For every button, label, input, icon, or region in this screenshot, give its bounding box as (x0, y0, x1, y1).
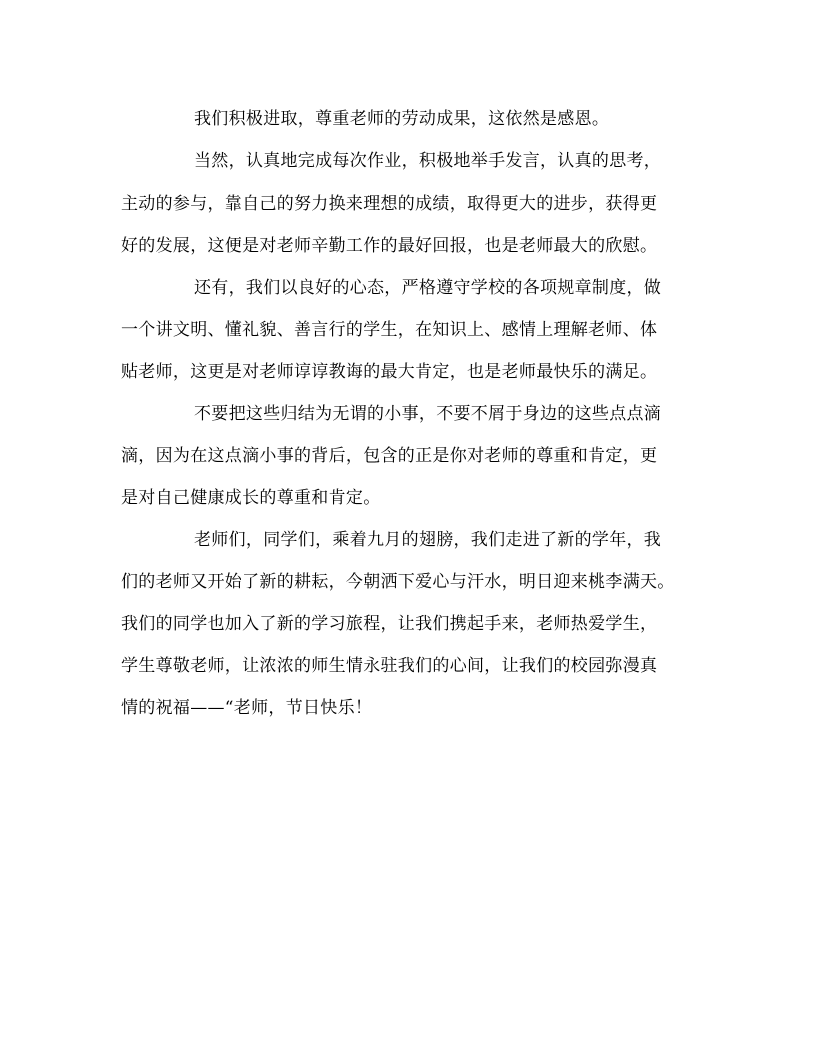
text-line-2: 当然，认真地完成每次作业，积极地举手发言，认真的思考， (194, 151, 662, 171)
text-line-10: 是对自己健康成长的尊重和肯定。 (121, 488, 381, 508)
text-line-1: 我们积极进取，尊重老师的劳动成果，这依然是感恩。 (194, 109, 610, 129)
text-line-9: 滴，因为在这点滴小事的背后，包含的正是你对老师的尊重和肯定，更 (121, 446, 658, 466)
text-line-8: 不要把这些归结为无谓的小事，不要不屑于身边的这些点点滴 (194, 404, 662, 424)
text-line-4: 好的发展，这便是对老师辛勤工作的最好回报，也是老师最大的欣慰。 (121, 236, 658, 256)
text-line-14: 学生尊敬老师，让浓浓的师生情永驻我们的心间，让我们的校园弥漫真 (121, 656, 658, 676)
text-line-7: 贴老师，这更是对老师谆谆教诲的最大肯定，也是老师最快乐的满足。 (121, 362, 658, 382)
text-line-6: 一个讲文明、懂礼貌、善言行的学生，在知识上、感情上理解老师、体 (121, 320, 658, 340)
text-line-3: 主动的参与，靠自己的努力换来理想的成绩，取得更大的进步，获得更 (121, 194, 658, 214)
text-line-11: 老师们，同学们，乘着九月的翅膀，我们走进了新的学年，我 (194, 530, 662, 550)
text-line-5: 还有，我们以良好的心态，严格遵守学校的各项规章制度，做 (194, 278, 662, 298)
text-line-13: 我们的同学也加入了新的学习旅程，让我们携起手来，老师热爱学生， (121, 614, 658, 634)
text-line-12: 们的老师又开始了新的耕耘，今朝洒下爱心与汗水，明日迎来桃李满天。 (121, 572, 675, 592)
text-line-15: 情的祝福——“老师，节日快乐！ (121, 698, 373, 718)
